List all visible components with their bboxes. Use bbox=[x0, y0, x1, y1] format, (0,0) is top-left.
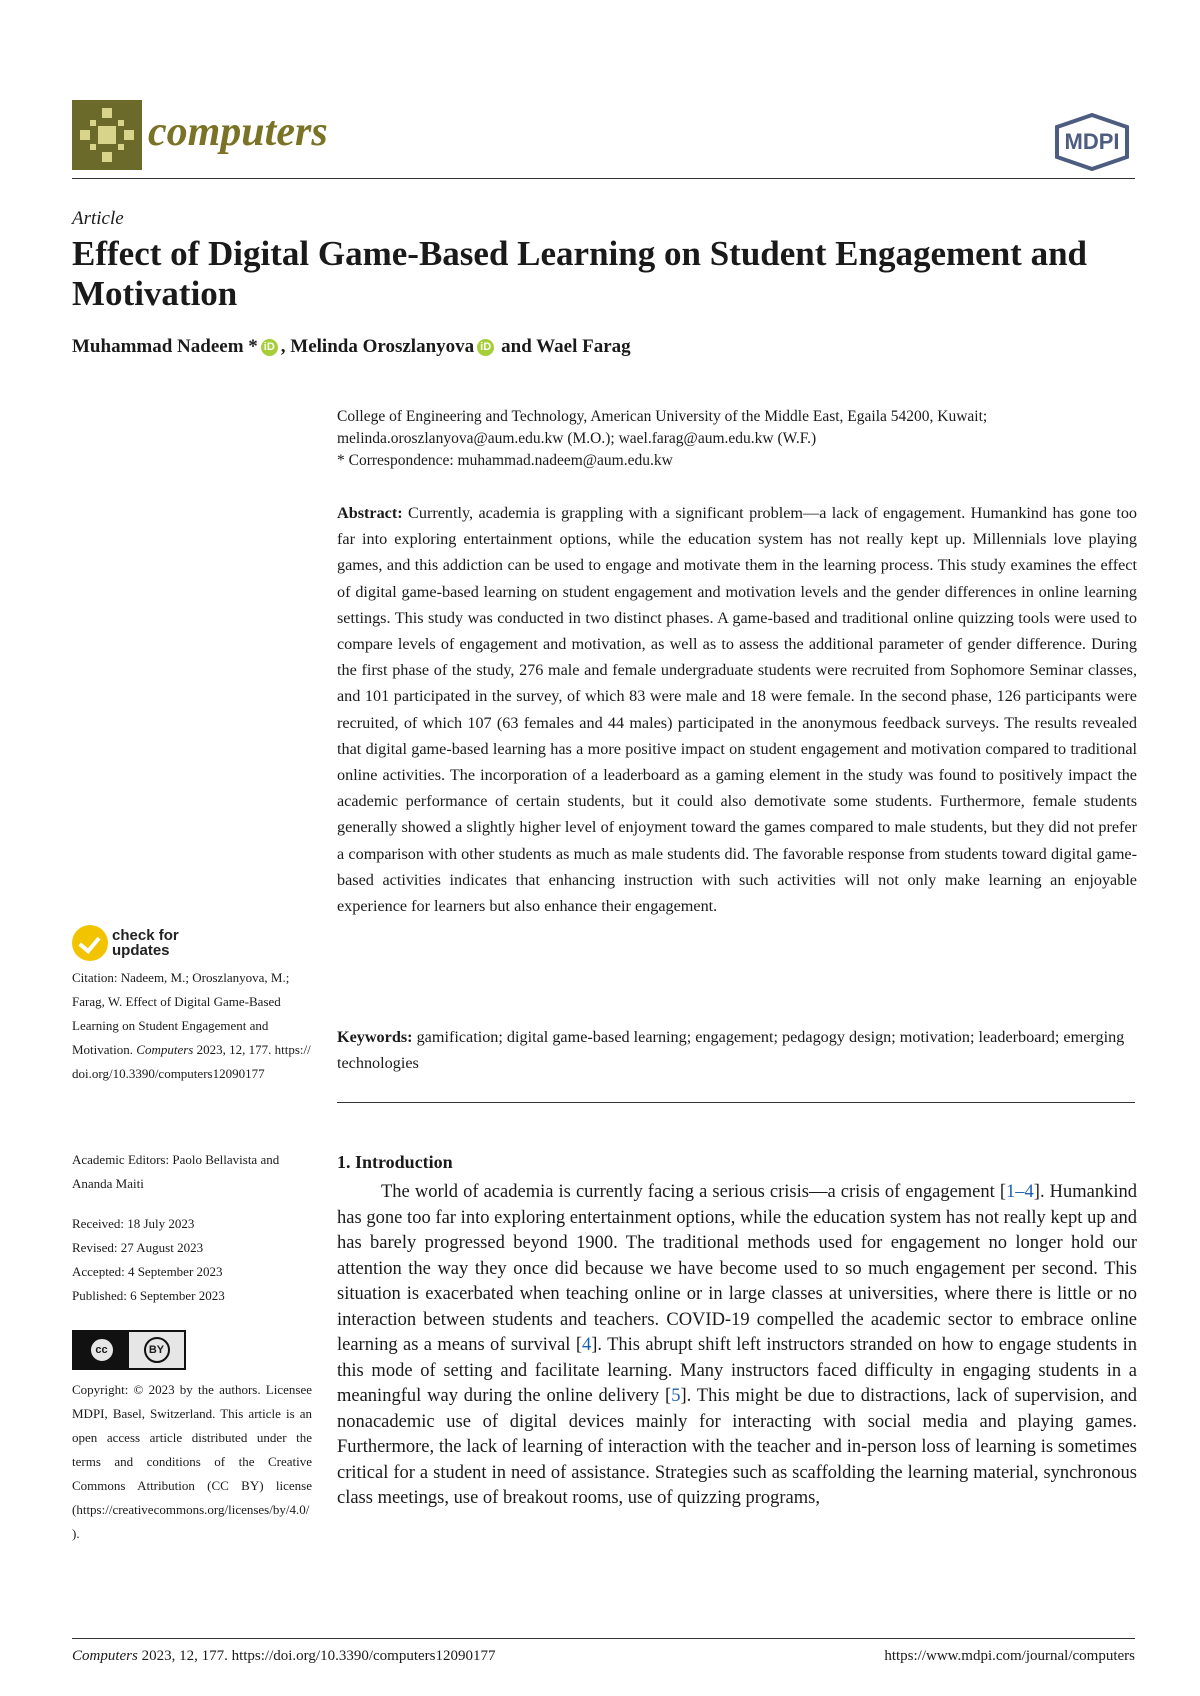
intro-text: ]. This abrupt shift left instructors stranded on how to engage students in this mode of setting and facilitate learning. Many instructors faced difficulty in engaging students in a meaningful way during the online delivery [ bbox=[337, 1335, 1137, 1406]
received-date: Received: 18 July 2023 bbox=[72, 1216, 195, 1231]
by-icon: BY bbox=[144, 1337, 170, 1363]
mdpi-logo-icon bbox=[1049, 113, 1135, 171]
academic-editors: Academic Editors: Paolo Bellavista and Ananda Maiti bbox=[72, 1152, 280, 1191]
keywords-label: Keywords: bbox=[337, 1028, 413, 1046]
intro-text: ]. Humankind has gone too far into exploring entertainment options, while the education system has not really kept up and has barely progressed beyond 1900. The traditional methods used for engagement no longer hold our attention the way they once did because we have become used to so much engagement per second. This situation is exacerbated when teaching online or in large classes at universities, where there is little or no interaction between students and teachers. COVID-19 compelled the academic sector to embrace online learning as a means of survival [ bbox=[337, 1182, 1138, 1355]
mdpi-logo-text: MDPI bbox=[1064, 129, 1120, 154]
article-type: Article bbox=[72, 208, 124, 229]
citation-link[interactable]: 1–4 bbox=[1006, 1182, 1034, 1202]
author-emails[interactable]: melinda.oroszlanyova@aum.edu.kw (M.O.); wael.farag@aum.edu.kw (W.F.) bbox=[337, 430, 817, 447]
published-date: Published: 6 September 2023 bbox=[72, 1288, 225, 1303]
citation-link[interactable]: 5 bbox=[671, 1386, 681, 1406]
citation-label: Citation: bbox=[72, 970, 118, 985]
header-divider bbox=[72, 178, 1135, 179]
revised-date: Revised: 27 August 2023 bbox=[72, 1240, 204, 1255]
footer-journal: Computers bbox=[72, 1648, 138, 1664]
abstract-text: Currently, academia is grappling with a significant problem—a lack of engagement. Humankind has gone too far into exploring entertainment options, while the education system has not really kept up. Millennials love playing games, and this addiction can be used to engage and motivate them in the learning process. This study examines the effect of digital game-based learning on student engagement and motivation levels and the gender differences in online learning settings. This study was conducted in two distinct phases. A game-based and traditional online quizzing tools were used to compare levels of engagement and motivation, as well as to assess the additional parameter of gender difference. During the first phase of the study, 276 male and female undergraduate students were recruited from Sophomore Seminar classes, and 101 participated in the survey, of which 83 were male and 18 were female. In the second phase, 126 participants were recruited, of which 107 (63 females and 44 males) participated in the anonymous feedback surveys. The results revealed that digital game-based learning has a more positive impact on student engagement and motivation compared to traditional online activities. The incorporation of a leaderboard as a gaming element in the study was found to positively impact the academic performance of certain students, but it could also demotivate some students. Furthermore, female students generally showed a slightly higher level of enjoyment toward the games compared to male students, but they did not prefer a comparison with other students as much as male students did. The favorable response from students toward digital game-based activities indicates that enhancing instruction with such activities will not only make learning an enjoyable experience for learners but also enhance their engagement. bbox=[337, 504, 1138, 916]
abstract-divider bbox=[337, 1102, 1135, 1103]
cc-by-license-badge[interactable] bbox=[72, 1330, 186, 1370]
citation-ref: 2023, 12, 177. bbox=[196, 1042, 272, 1057]
citation-doi[interactable]: https://doi.org/10.3390/computers12090177 bbox=[72, 1042, 311, 1081]
cc-icon: cc bbox=[89, 1337, 115, 1363]
citation-text: Nadeem, M.; Oroszlanyova, M.; Farag, W. Effect of Digital Game-Based Learning on Student Engagement and Motivation. bbox=[72, 970, 290, 1057]
copyright-notice: Copyright: © 2023 by the authors. Licensee MDPI, Basel, Switzerland. This article is an open access article distributed under the terms and conditions of the Creative Commons Attribution (CC BY) license (https://creativecommons.org/licenses/by/4.0/). bbox=[72, 1382, 312, 1541]
footer-divider bbox=[72, 1638, 1135, 1639]
intro-text: ]. This might be due to distractions, lack of supervision, and nonacademic use of digital devices mainly for interacting with social media and playing games. Furthermore, the lack of learning of interaction with the teacher and in-person loss of learning is sometimes critical for a student in need of assistance. Strategies such as scaffolding the learning material, synchronous class meetings, use of breakout rooms, use of quizzing programs, bbox=[337, 1386, 1137, 1508]
abstract bbox=[337, 500, 1137, 919]
affiliation: College of Engineering and Technology, American University of the Middle East, Egaila 54200, Kuwait; bbox=[337, 408, 988, 425]
footer-ref[interactable]: 2023, 12, 177. https://doi.org/10.3390/computers12090177 bbox=[141, 1648, 496, 1664]
check-updates-icon bbox=[72, 925, 108, 961]
abstract-label: Abstract: bbox=[337, 504, 403, 522]
citation-journal: Computers bbox=[136, 1042, 194, 1057]
citation-block bbox=[72, 966, 312, 1086]
orcid-icon[interactable]: iD bbox=[261, 339, 278, 356]
author-name: Muhammad Nadeem * bbox=[72, 336, 258, 357]
author-name: and Wael Farag bbox=[501, 336, 631, 357]
author-name: , Melinda Oroszlanyova bbox=[280, 336, 475, 357]
footer-journal-url[interactable]: https://www.mdpi.com/journal/computers bbox=[884, 1648, 1135, 1664]
journal-name: computers bbox=[148, 109, 328, 155]
intro-text: The world of academia is currently facing a serious crisis—a crisis of engagement [ bbox=[381, 1182, 1007, 1202]
keywords bbox=[337, 1024, 1137, 1076]
paper-title: Effect of Digital Game-Based Learning on Student Engagement and Motivation bbox=[72, 234, 1087, 313]
correspondence: * Correspondence: muhammad.nadeem@aum.edu.kw bbox=[337, 452, 673, 469]
publication-dates bbox=[72, 1212, 312, 1308]
citation-link[interactable]: 4 bbox=[582, 1335, 592, 1355]
section-heading: 1. Introduction bbox=[337, 1152, 453, 1172]
footer-citation bbox=[72, 1648, 495, 1665]
orcid-icon[interactable]: iD bbox=[477, 339, 494, 356]
accepted-date: Accepted: 4 September 2023 bbox=[72, 1264, 223, 1279]
keywords-text: gamification; digital game-based learning; engagement; pedagogy design; motivation; leaderboard; emerging technologies bbox=[337, 1028, 1125, 1073]
check-for-updates-button[interactable] bbox=[72, 925, 179, 961]
intro-paragraph bbox=[337, 1180, 1137, 1512]
check-updates-label: check for updates bbox=[112, 927, 179, 959]
author-list bbox=[72, 336, 631, 358]
journal-logo-icon bbox=[72, 100, 142, 170]
